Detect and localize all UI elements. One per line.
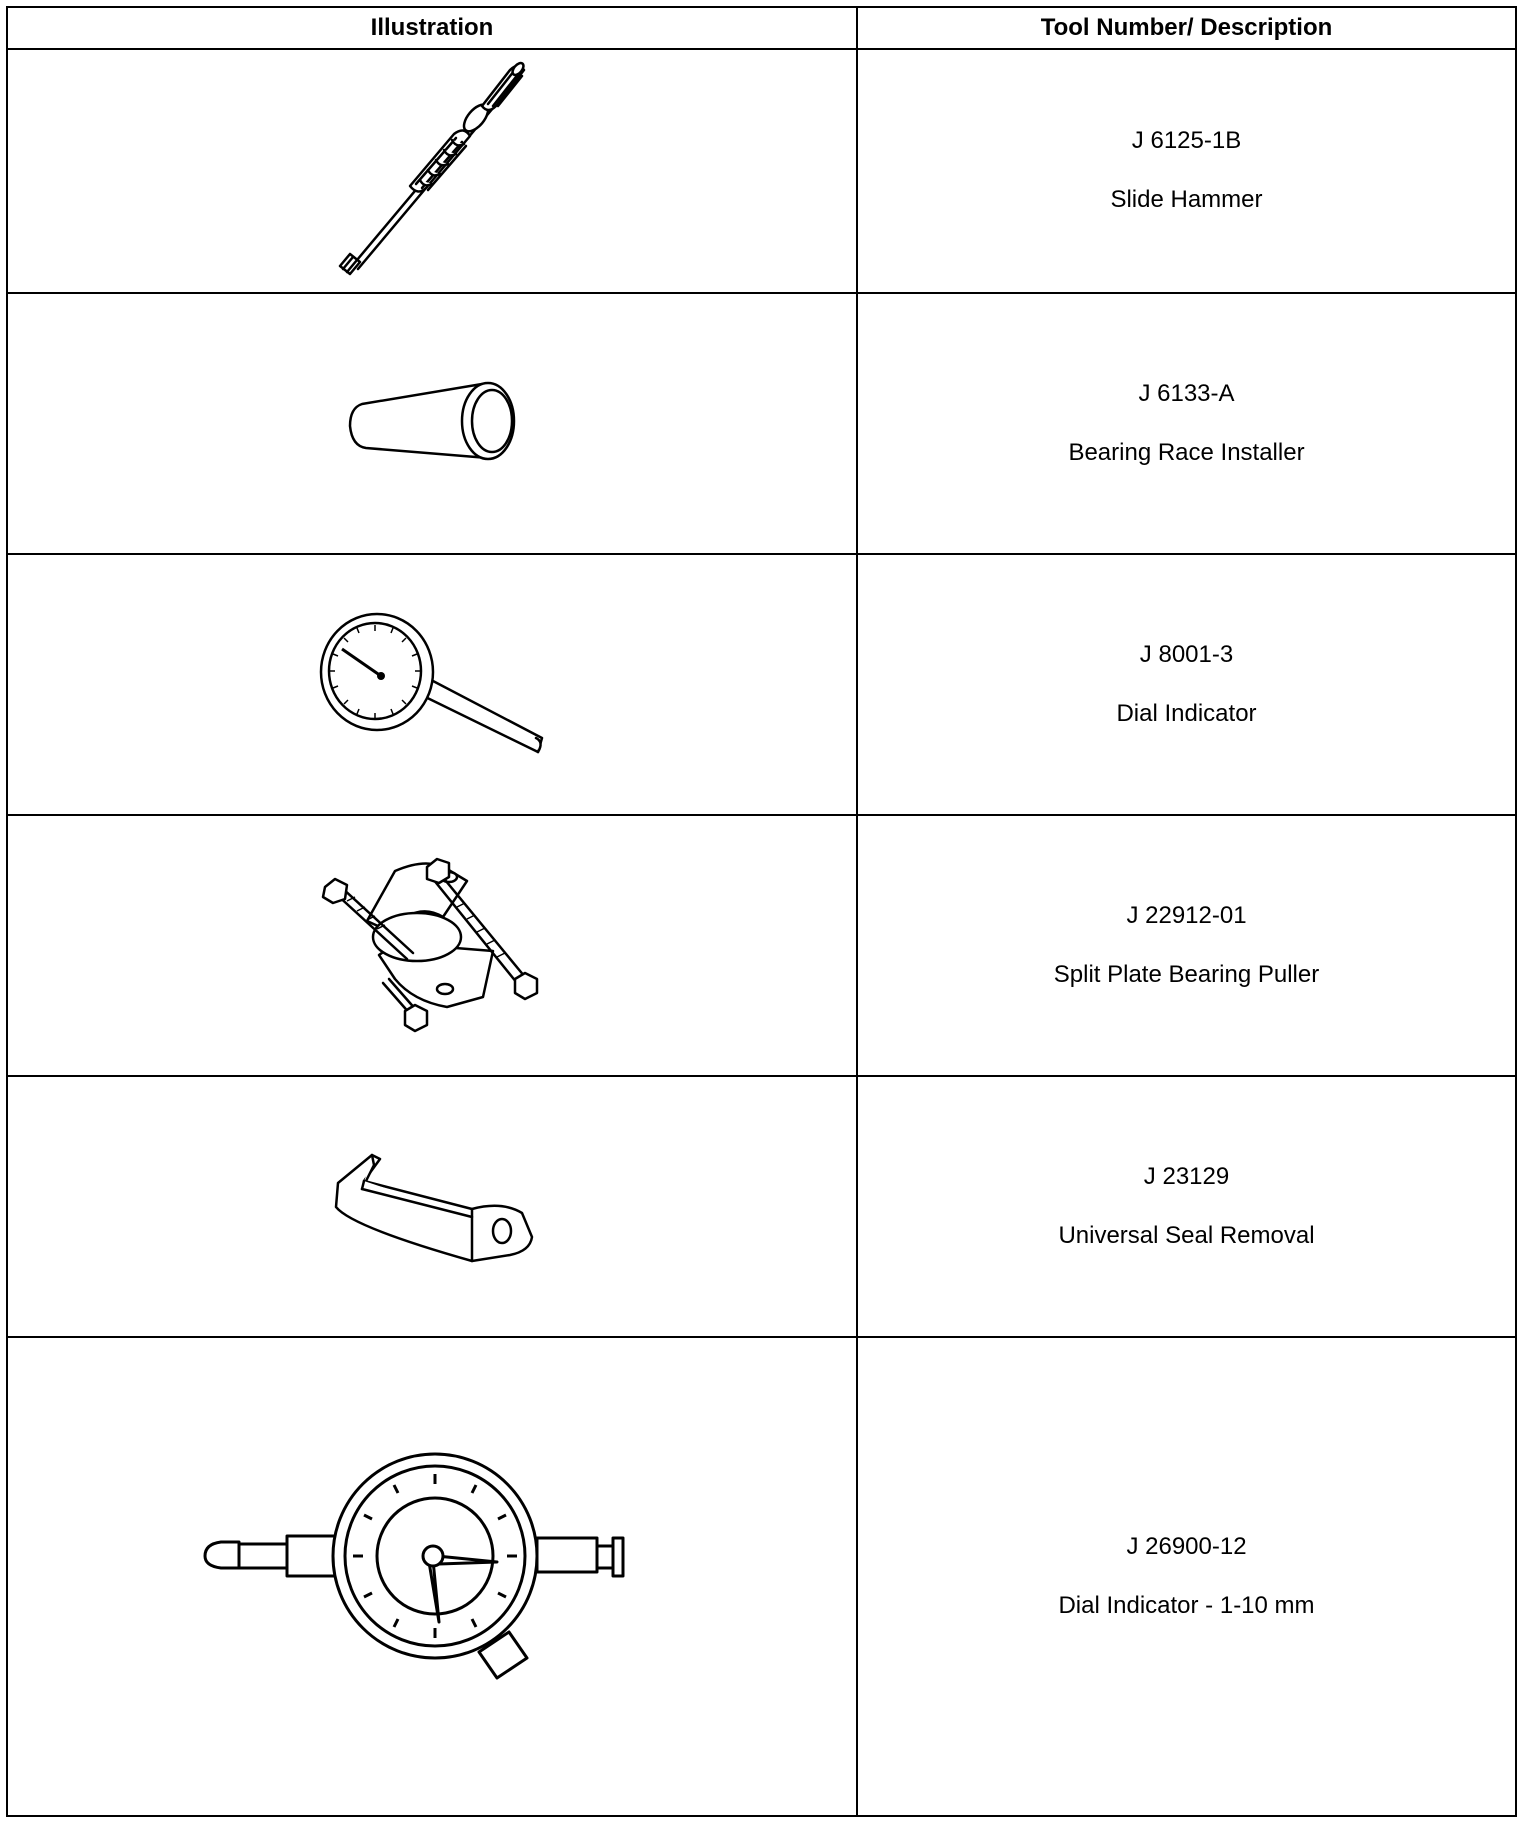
table-row	[7, 1337, 1516, 1816]
tool-number: J 6133-A	[1138, 379, 1235, 407]
description-cell	[857, 49, 1516, 293]
illustration-cell	[7, 293, 857, 554]
tool-number: J 8001-3	[1139, 640, 1234, 668]
table-row	[7, 1076, 1516, 1337]
table-row	[7, 554, 1516, 815]
tool-description: Dial Indicator	[1116, 699, 1257, 727]
description-cell	[857, 554, 1516, 815]
table-row	[7, 815, 1516, 1076]
table-row	[7, 293, 1516, 554]
tool-number: J 22912-01	[1126, 901, 1247, 929]
split-plate-bearing-puller-icon	[317, 851, 547, 1041]
dial-indicator-icon	[317, 610, 547, 760]
illustration-cell	[7, 1337, 857, 1816]
illustration-cell	[7, 554, 857, 815]
dial-indicator-mm-icon	[197, 1452, 667, 1702]
description-cell	[857, 293, 1516, 554]
header-tool-description: Tool Number/ Description	[857, 7, 1516, 49]
universal-seal-removal-icon	[322, 1147, 542, 1267]
tool-description: Universal Seal Removal	[1058, 1221, 1315, 1249]
illustration-cell	[7, 815, 857, 1076]
slide-hammer-icon	[312, 56, 552, 286]
tool-number: J 23129	[1143, 1162, 1230, 1190]
special-tools-table	[6, 6, 1517, 1817]
tool-description: Dial Indicator - 1-10 mm	[1058, 1591, 1315, 1619]
description-cell	[857, 815, 1516, 1076]
tool-number: J 26900-12	[1126, 1532, 1247, 1560]
tool-description: Bearing Race Installer	[1068, 438, 1305, 466]
description-cell	[857, 1337, 1516, 1816]
header-illustration: Illustration	[7, 7, 857, 49]
table-row	[7, 49, 1516, 293]
tool-description: Slide Hammer	[1110, 186, 1263, 213]
description-cell	[857, 1076, 1516, 1337]
tool-number: J 6125-1B	[1131, 127, 1242, 155]
bearing-race-installer-icon	[332, 374, 532, 474]
illustration-cell	[7, 49, 857, 293]
illustration-cell	[7, 1076, 857, 1337]
header-row	[7, 7, 1516, 49]
tool-description: Split Plate Bearing Puller	[1053, 960, 1320, 988]
